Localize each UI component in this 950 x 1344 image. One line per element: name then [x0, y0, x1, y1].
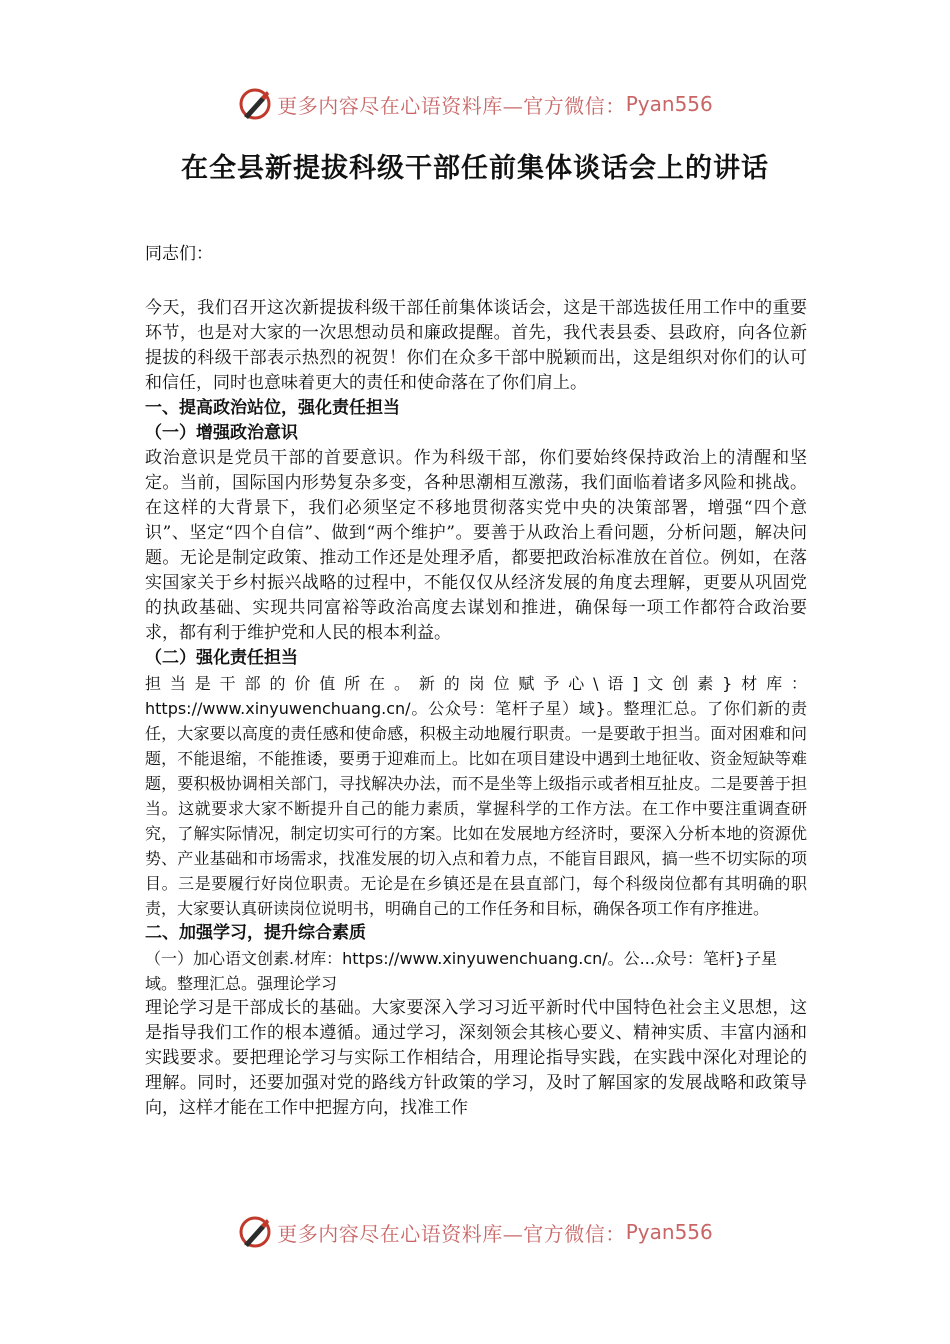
- header-banner: [0, 84, 950, 124]
- intro-paragraph: 今天，我们召开这次新提拔科级干部任前集体谈话会，这是干部选拔任用工作中的重要环节，也是对大家的一次思想动员和廉政提醒。首先，我代表县委、县政府，向各位新提拔的科级干部表示热烈的祝贺！你们在众多干部中脱颖而出，这是组织对你们的认可和信任，同时也意味着更大的责任和使命落在了你们肩上。: [145, 298, 807, 393]
- document-body: [145, 242, 807, 1121]
- section1-sub2-heading: （二）强化责任担当: [145, 648, 298, 668]
- section1-heading: 一、提高政治站位，强化责任担当: [145, 398, 400, 418]
- footer-banner: [0, 1212, 950, 1252]
- salutation: 同志们：: [145, 244, 213, 264]
- section2-sub1-heading: （一）加心语文创素.材库：https://www.xinyuwenchuang.cn/。公...众号：笔杆}子星域。整理汇总。强理论学习: [145, 949, 778, 993]
- banner-text: 更多内容尽在心语资料库—官方微信：: [277, 93, 626, 118]
- pen-logo-icon: [237, 86, 273, 122]
- section1-sub2-body: 担当是干部的价值所在。新的岗位赋予心\语]文创素}材库：https://www.xinyuwenchuang.cn/。公众号：笔杆子星）域}。整理汇总。了你们新的责任，大家要以高度的责任感和使命感，积极主动地履行职责。一是要敢于担当。面对困难和问题，不能退缩，不能推诿，要勇于迎难而上。比如在项目建设中遇到土地征收、资金短缺等难题，要积极协调相关部门，寻找解决办法，而不是坐等上级指示或者相互扯皮。二是要善于担当。这就要求大家不断提升自己的能力素质，掌握科学的工作方法。在工作中要注重调查研究，了解实际情况，制定切实可行的方案。比如在发展地方经济时，要深入分析本地的资源优势、产业基础和市场需求，找准发展的切入点和着力点，不能盲目跟风，搞一些不切实际的项目。三是要履行好岗位职责。无论是在乡镇还是在县直部门，每个科级岗位都有其明确的职责，大家要认真研读岗位说明书，明确自己的工作任务和目标，确保各项工作有序推进。: [145, 674, 807, 918]
- section1-sub1-heading: （一）增强政治意识: [145, 423, 298, 443]
- banner-text: 更多内容尽在心语资料库—官方微信：: [277, 1221, 626, 1246]
- page-title: 在全县新提拔科级干部任前集体谈话会上的讲话: [181, 153, 769, 184]
- pen-logo-icon: [237, 1214, 273, 1250]
- section2-sub1-body: 理论学习是干部成长的基础。大家要深入学习习近平新时代中国特色社会主义思想，这是指导我们工作的根本遵循。通过学习，深刻领会其核心要义、精神实质、丰富内涵和实践要求。要把理论学习与实际工作相结合，用理论指导实践，在实践中深化对理论的理解。同时，还要加强对党的路线方针政策的学习，及时了解国家的发展战略和政策导向，这样才能在工作中把握方向，找准工作: [145, 998, 807, 1118]
- section1-sub1-body: 政治意识是党员干部的首要意识。作为科级干部，你们要始终保持政治上的清醒和坚定。当前，国际国内形势复杂多变，各种思潮相互激荡，我们面临着诸多风险和挑战。在这样的大背景下，我们必须坚定不移地贯彻落实党中央的决策部署，增强“四个意识”、坚定“四个自信”、做到“两个维护”。要善于从政治上看问题，分析问题，解决问题。无论是制定政策、推动工作还是处理矛盾，都要把政治标准放在首位。例如，在落实国家关于乡村振兴战略的过程中，不能仅仅从经济发展的角度去理解，更要从巩固党的执政基础、实现共同富裕等政治高度去谋划和推进，确保每一项工作都符合政治要求，都有利于维护党和人民的根本利益。: [145, 448, 807, 643]
- section2-heading: 二、加强学习，提升综合素质: [145, 923, 366, 943]
- banner-wechat-id: Pyan556: [625, 92, 713, 116]
- banner-wechat-id: Pyan556: [625, 1220, 713, 1244]
